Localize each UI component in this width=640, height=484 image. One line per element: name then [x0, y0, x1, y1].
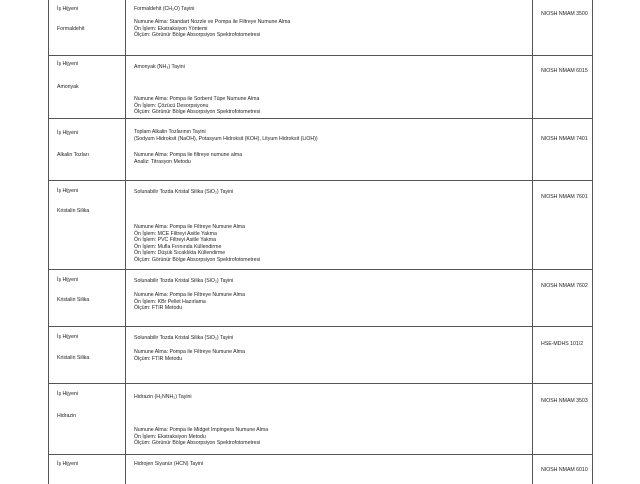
category-label: İş Hijyeni	[57, 61, 79, 67]
agent-label: Kristalin Silika	[57, 297, 90, 303]
analysis-cell	[126, 327, 533, 383]
method-line: Ölçüm: Görünür Bölge Absorpsiyon Spektrofotometresi	[134, 109, 261, 116]
method-line: Ölçüm: Görünür Bölge Absorpsiyon Spektrofotometresi	[134, 440, 261, 447]
category-cell	[49, 384, 126, 454]
reference-label: HSE-MDHS 101/2	[541, 341, 584, 347]
category-label: İş Hijyeni	[57, 334, 79, 340]
reference-cell	[533, 327, 592, 383]
method-line: Numune Alma: Pompa ile filtreye numune alma	[134, 152, 243, 158]
category-cell	[49, 327, 126, 383]
table-row	[48, 118, 593, 180]
category-cell	[49, 181, 126, 269]
method-line: Ön İşlem: Ekstraksiyon Yöntemi	[134, 25, 208, 32]
analysis-title: Hidrazin (H₂NNH₂) Tayini	[134, 394, 192, 400]
table-row	[48, 0, 593, 55]
reference-label: NIOSH NMAM 6010	[541, 467, 588, 473]
reference-cell	[533, 0, 592, 55]
analysis-cell	[126, 270, 533, 326]
method-line: Ön İşlem: Düşük Sıcaklıkta Küllendirme	[134, 250, 226, 257]
analysis-title: Solunabilir Tozda Kristal Silika (SiO₂) Tayini	[134, 278, 234, 284]
analysis-cell	[126, 119, 533, 180]
category-label: İş Hijyeni	[57, 461, 79, 467]
reference-cell	[533, 119, 592, 180]
agent-label: Kristalin Silika	[57, 208, 90, 214]
agent-label: Amonyak	[57, 84, 79, 90]
reference-cell	[533, 56, 592, 118]
table-row	[48, 269, 593, 326]
method-line: Ön İşlem: Çözücü Desorpsiyonu	[134, 102, 209, 109]
method-line: Numune Alma: Pompa ile Midget Impingera Numune Alma	[134, 427, 269, 433]
analysis-cell	[126, 56, 533, 118]
table-row	[48, 326, 593, 383]
table-row	[48, 55, 593, 118]
analysis-title: Solunabilir Tozda Kristal Silika (SiO₂) Tayini	[134, 335, 234, 341]
method-line: Ölçüm: FTIR Metodu	[134, 355, 183, 362]
category-label: İş Hijyeni	[57, 277, 79, 283]
method-line: Numune Alma: Standart Nozzle ve Pompa ile Filtreye Numune Alma	[134, 19, 291, 25]
agent-label: Alkalin Tozları	[57, 152, 89, 158]
analysis-title: Toplam Alkalin Tozlarının Tayini	[134, 129, 206, 135]
reference-label: NIOSH NMAM 3503	[541, 398, 588, 404]
method-line: Ön İşlem: Mufla Fırınında Küllendirme	[134, 243, 222, 250]
analysis-subtitle: (Sodyum Hidroksit (NaOH), Potasyum Hidroksit (KOH), Lityum Hidroksit (LiOH))	[134, 136, 318, 142]
reference-label: NIOSH NMAM 6015	[541, 68, 588, 74]
reference-cell	[533, 181, 592, 269]
category-label: İş Hijyeni	[57, 130, 79, 136]
method-line: Ön İşlem: PVC Filtreyi Asitle Yakma	[134, 237, 216, 244]
table-row	[48, 383, 593, 454]
analysis-title: Solunabilir Tozda Kristal Silika (SiO₂) Tayini	[134, 189, 234, 195]
analysis-title: Amonyak (NH₃) Tayini	[134, 64, 185, 70]
method-line: Ön İşlem: MCE Filtreyi Asitle Yakma	[134, 230, 217, 237]
method-line: Ölçüm: FTIR Metodu	[134, 305, 183, 312]
category-cell	[49, 0, 126, 55]
analysis-title: Hidrojen Siyanür (HCN) Tayini	[134, 461, 204, 467]
method-line: Numune Alma: Pompa ile Filtreye Numune Alma	[134, 224, 246, 230]
agent-label: Formaldehit	[57, 26, 85, 32]
category-cell	[49, 270, 126, 326]
category-label: İş Hijyeni	[57, 391, 79, 397]
method-line: Ölçüm: Görünür Bölge Absorpsiyon Spektrofotometresi	[134, 32, 261, 39]
category-cell	[49, 119, 126, 180]
agent-label: Kristalin Silika	[57, 355, 90, 361]
reference-label: NIOSH NMAM 7601	[541, 194, 588, 200]
reference-label: NIOSH NMAM 7602	[541, 283, 588, 289]
reference-label: NIOSH NMAM 3500	[541, 11, 588, 17]
table-row	[48, 180, 593, 269]
method-line: Numune Alma: Pompa ile Sorbent Tüpe Numune Alma	[134, 96, 260, 102]
method-line: Ön İşlem: Ekstraksiyon Metodu	[134, 433, 206, 440]
analysis-cell	[126, 181, 533, 269]
analysis-cell	[126, 0, 533, 55]
analysis-cell	[126, 384, 533, 454]
method-line: Analiz: Titrasyon Metodu	[134, 158, 191, 165]
agent-label: Hidrazin	[57, 413, 77, 419]
method-line: Ölçüm: Görünür Bölge Absorpsiyon Spektrofotometresi	[134, 257, 261, 263]
reference-label: NIOSH NMAM 7401	[541, 136, 588, 142]
reference-cell	[533, 270, 592, 326]
reference-cell	[533, 384, 592, 454]
category-label: İş Hijyeni	[57, 6, 79, 12]
method-line: Numune Alma: Pompa ile Filtreye Numune Alma	[134, 292, 246, 298]
analysis-title: Formaldehit (CH₂O) Tayini	[134, 6, 195, 12]
category-cell	[49, 56, 126, 118]
category-label: İş Hijyeni	[57, 188, 79, 194]
method-line: Ön İşlem: KBr Pellet Hazırlama	[134, 298, 206, 305]
method-line: Numune Alma: Pompa ile Filtreye Numune Alma	[134, 349, 246, 355]
